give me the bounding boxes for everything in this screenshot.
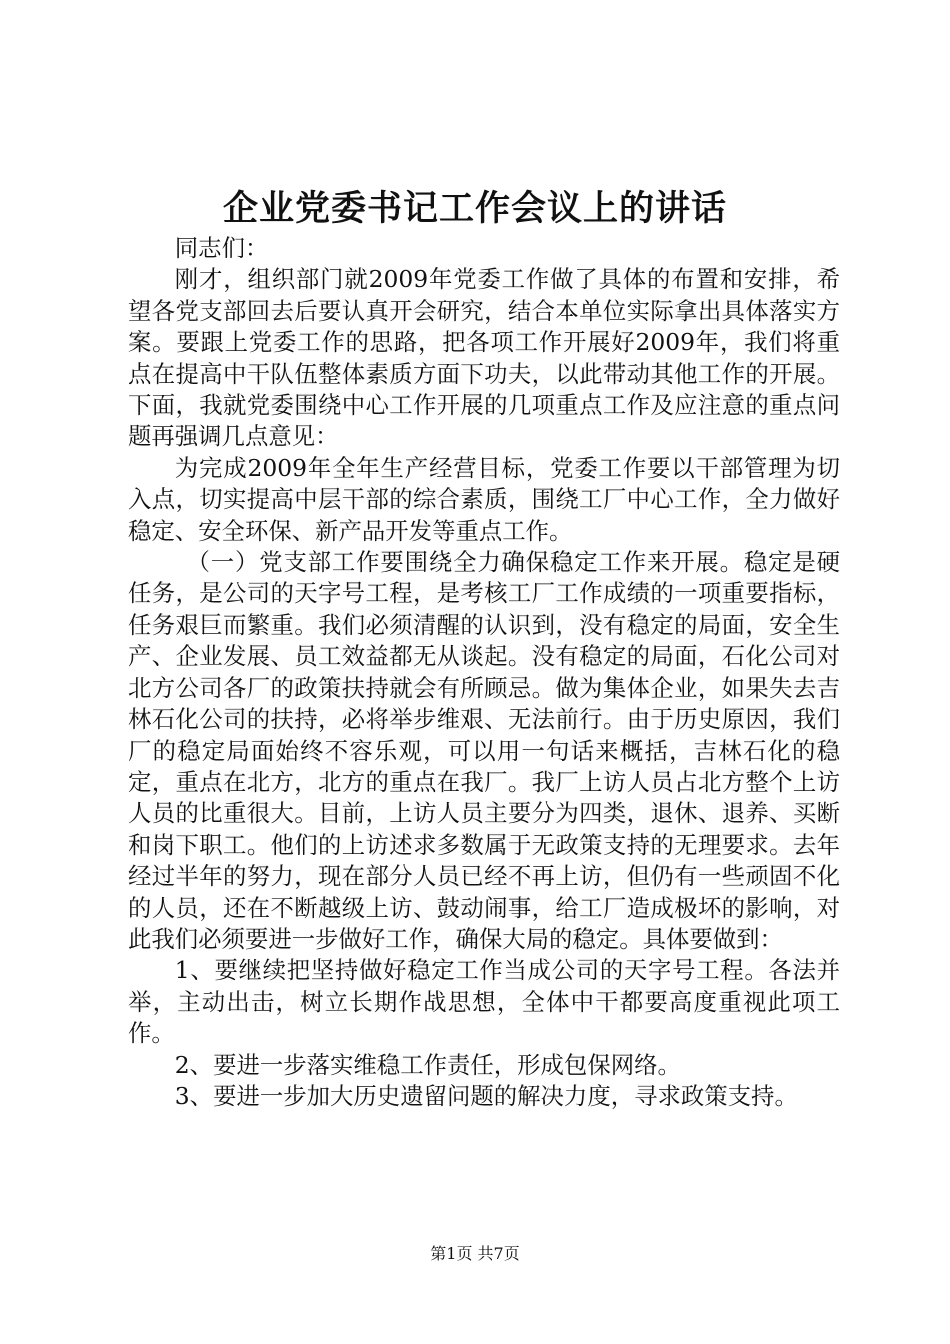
paragraph-salutation: 同志们：	[174, 234, 269, 262]
paragraph-item-1: 1、要继续把坚持做好稳定工作当成公司的天字号工程。各法并举，主动出击，树立长期作战思想，全体中干都要高度重视此项工作。	[128, 956, 840, 1048]
document-title: 企业党委书记工作会议上的讲话	[222, 188, 727, 229]
page-number-footer: 第1页 共7页	[430, 1244, 520, 1263]
document-body	[128, 233, 840, 1112]
paragraph-goals: 为完成2009年全年生产经营目标，党委工作要以干部管理为切入点，切实提高中层干部的综合素质，围绕工厂中心工作，全力做好稳定、安全环保、新产品开发等重点工作。	[128, 453, 840, 545]
paragraph-item-2: 2、要进一步落实维稳工作责任，形成包保网络。	[174, 1050, 681, 1079]
paragraph-section-one: （一）党支部工作要围绕全力确保稳定工作来开展。稳定是硬任务，是公司的天字号工程，是考核工厂工作成绩的一项重要指标，任务艰巨而繁重。我们必须清醒的认识到，没有稳定的局面，安全生产、企业发展、员工效益都无从谈起。没有稳定的局面，石化公司对北方公司各厂的政策扶持就会有所顾忌。做为集体企业，如果失去吉林石化公司的扶持，必将举步维艰、无法前行。由于历史原因，我们厂的稳定局面始终不容乐观，可以用一句话来概括，吉林石化的稳定，重点在北方，北方的重点在我厂。我厂上访人员占北方整个上访人员的比重很大。目前，上访人员主要分为四类，退休、退养、买断和岗下职工。他们的上访述求多数属于无政策支持的无理要求。去年经过半年的努力，现在部分人员已经不再上访，但仍有一些顽固不化的人员，还在不断越级上访、鼓动闹事，给工厂造成极坏的影响，对此我们必须要进一步做好工作，确保大局的稳定。具体要做到：	[128, 548, 840, 953]
paragraph-item-3: 3、要进一步加大历史遗留问题的解决力度，寻求政策支持。	[174, 1081, 798, 1110]
paragraph-intro: 刚才，组织部门就2009年党委工作做了具体的布置和安排，希望各党支部回去后要认真开会研究，结合本单位实际拿出具体落实方案。要跟上党委工作的思路，把各项工作开展好2009年，我们将重点在提高中干队伍整体素质方面下功夫，以此带动其他工作的开展。下面，我就党委围绕中心工作开展的几项重点工作及应注意的重点问题再强调几点意见：	[128, 265, 840, 451]
